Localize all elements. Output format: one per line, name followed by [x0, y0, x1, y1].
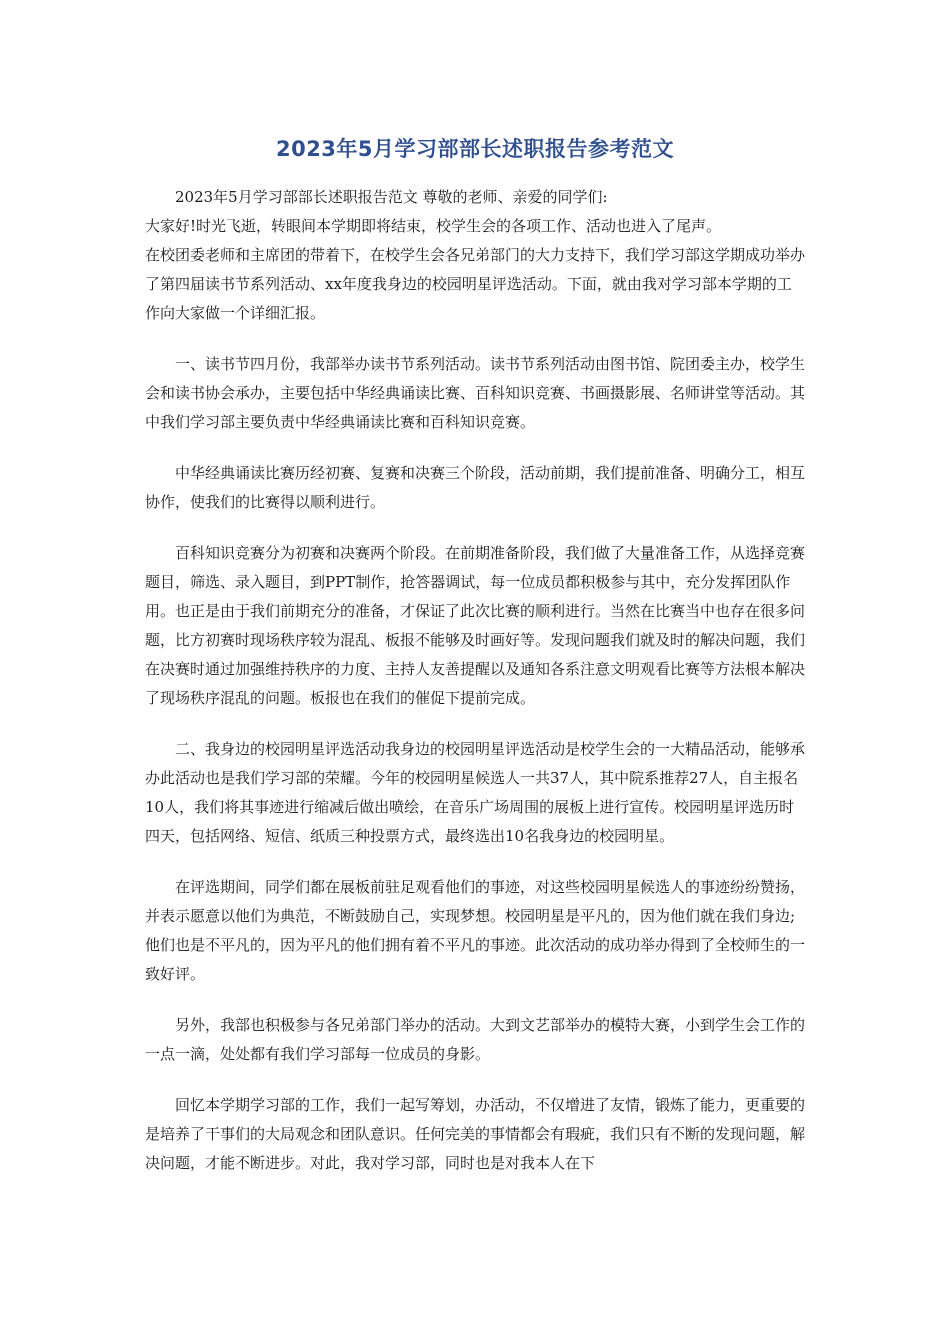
paragraph: 一、读书节四月份，我部举办读书节系列活动。读书节系列活动由图书馆、院团委主办，校学生会和读书协会承办，主要包括中华经典诵读比赛、百科知识竞赛、书画摄影展、名师讲堂等活动。其中我们学习部主要负责中华经典诵读比赛和百科知识竞赛。 — [145, 355, 806, 431]
paragraph: 中华经典诵读比赛历经初赛、复赛和决赛三个阶段，活动前期，我们提前准备、明确分工，相互协作，使我们的比赛得以顺利进行。 — [145, 464, 806, 511]
document-title: 2023年5月学习部部长述职报告参考范文 — [275, 137, 675, 161]
document-body — [145, 183, 805, 1200]
intro-block — [145, 183, 805, 328]
paragraph: 回忆本学期学习部的工作，我们一起写筹划，办活动，不仅增进了友情，锻炼了能力，更重要的是培养了干事们的大局观念和团队意识。任何完美的事情都会有瑕疵，我们只有不断的发现问题，解决问题，才能不断进步。对此，我对学习部，同时也是对我本人在下 — [145, 1096, 806, 1172]
intro-line: 在校团委老师和主席团的带着下，在校学生会各兄弟部门的大力支持下，我们学习部这学期成功举办了第四届读书节系列活动、xx年度我身边的校园明星评选活动。下面，就由我对学习部本学期的工作向大家做一个详细汇报。 — [145, 246, 806, 322]
intro-line: 2023年5月学习部部长述职报告范文 尊敬的老师、亲爱的同学们: — [175, 188, 608, 206]
paragraph: 百科知识竞赛分为初赛和决赛两个阶段。在前期准备阶段，我们做了大量准备工作，从选择竞赛题目，筛选、录入题目，到PPT制作，抢答器调试，每一位成员都积极参与其中，充分发挥团队作用。也正是由于我们前期充分的准备，才保证了此次比赛的顺利进行。当然在比赛当中也存在很多问题，比方初赛时现场秩序较为混乱、板报不能够及时画好等。发现问题我们就及时的解决问题，我们在决赛时通过加强维持秩序的力度、主持人友善提醒以及通知各系注意文明观看比赛等方法根本解决了现场秩序混乱的问题。板报也在我们的催促下提前完成。 — [145, 544, 806, 707]
paragraph: 另外，我部也积极参与各兄弟部门举办的活动。大到文艺部举办的模特大赛，小到学生会工作的一点一滴，处处都有我们学习部每一位成员的身影。 — [145, 1016, 806, 1063]
intro-line: 大家好!时光飞逝，转眼间本学期即将结束，校学生会的各项工作、活动也进入了尾声。 — [145, 217, 722, 235]
paragraph: 在评选期间，同学们都在展板前驻足观看他们的事迹，对这些校园明星候选人的事迹纷纷赞扬，并表示愿意以他们为典范，不断鼓励自己，实现梦想。校园明星是平凡的，因为他们就在我们身边;他们也是不平凡的，因为平凡的他们拥有着不平凡的事迹。此次活动的成功举办得到了全校师生的一致好评。 — [145, 878, 806, 983]
paragraph: 二、我身边的校园明星评选活动我身边的校园明星评选活动是校学生会的一大精品活动，能够承办此活动也是我们学习部的荣耀。今年的校园明星候选人一共37人，其中院系推荐27人，自主报名10人，我们将其事迹进行缩减后做出喷绘，在音乐广场周围的展板上进行宣传。校园明星评选历时四天，包括网络、短信、纸质三种投票方式，最终选出10名我身边的校园明星。 — [145, 740, 806, 845]
